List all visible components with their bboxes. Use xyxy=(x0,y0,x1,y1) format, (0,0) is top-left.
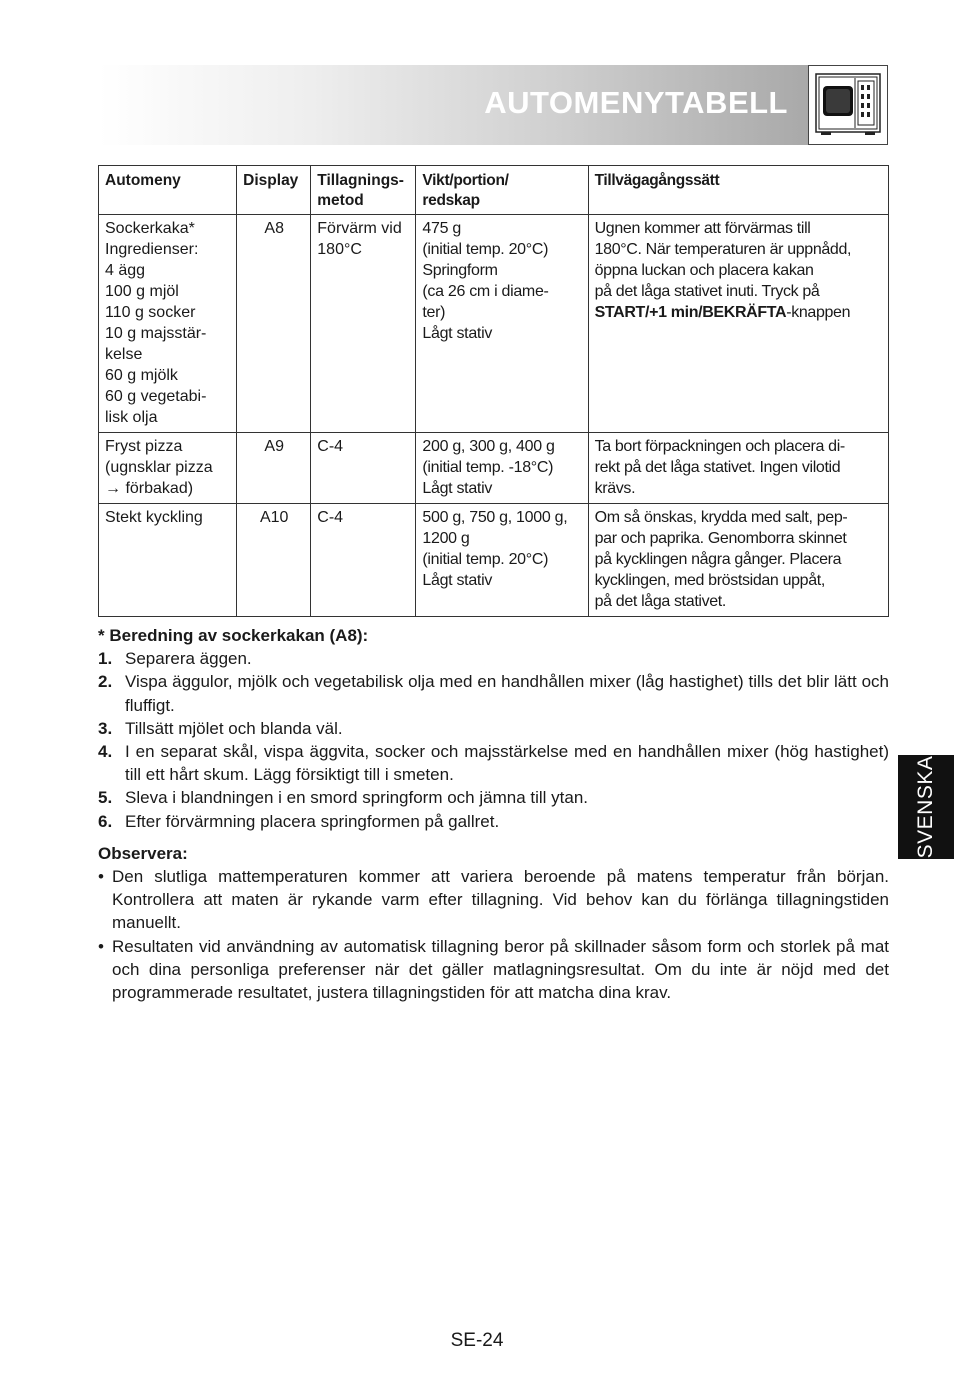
method-cell: Förvärm vid 180°C xyxy=(311,215,416,433)
bullet-icon: • xyxy=(98,867,104,887)
column-header-procedure: Tillvägagångssätt xyxy=(588,166,888,215)
language-tab: SVENSKA xyxy=(898,755,954,859)
list-item: 2. Vispa äggulor, mjölk och vegetabilisk olja med en handhållen mixer (låg hastighet) tills det blir lätt och fluffigt. xyxy=(98,672,889,715)
page-header xyxy=(98,65,888,145)
column-header-method: Tillagnings- metod xyxy=(311,166,416,215)
bullet-icon: • xyxy=(98,936,104,956)
table-row xyxy=(99,215,889,433)
notes-heading: Observera: xyxy=(98,843,188,863)
weight-cell: 475 g (initial temp. 20°C) Springform (ca 26 cm i diame- ter) Lågt stativ xyxy=(416,215,588,433)
list-item: 1. Separera äggen. xyxy=(98,649,252,669)
list-item: 3. Tillsätt mjölet och blanda väl. xyxy=(98,718,343,738)
list-item: • Den slutliga mattemperaturen kommer att variera beroende på matens temperatur från början. Kontrollera att maten är rykande varm efter tillagning. Vid behov kan du förlänga tillagningstiden manuellt. xyxy=(98,867,889,933)
list-item: • Resultaten vid användning av automatisk tillagning beror på skillnader såsom form och storlek på mat och dina personliga preferenser när det gäller matlagningsresultat. Om du inte är nöjd med det programmerade resultatet, justera tillagningstiden för att matcha dina krav. xyxy=(98,936,889,1003)
page-number: SE-24 xyxy=(450,1330,504,1351)
table-header-row xyxy=(99,166,889,215)
column-header-display: Display xyxy=(237,166,311,215)
weight-cell: 500 g, 750 g, 1000 g, 1200 g (initial temp. 20°C) Lågt stativ xyxy=(416,504,588,617)
weight-cell: 200 g, 300 g, 400 g (initial temp. -18°C) Lågt stativ xyxy=(416,433,588,504)
list-item: 6. Efter förvärmning placera springformen på gallret. xyxy=(98,811,500,831)
procedure-cell: Om så önskas, krydda med salt, pep- par och paprika. Genomborra skinnet på kycklingen några gånger. Placera kycklingen, med bröstsidan uppåt, på det låga stativet. xyxy=(588,504,888,617)
list-item: 5. Sleva i blandningen i en smord springform och jämna till ytan. xyxy=(98,788,589,808)
list-item: 4. I en separat skål, vispa äggvita, socker och majsstärkelse med en handhållen mixer (hög hastighet) till ett hårt skum. Lägg försiktigt till i smeten. xyxy=(98,742,889,785)
table-row xyxy=(99,433,889,504)
menu-cell: Sockerkaka* Ingredienser: 4 ägg 100 g mjöl 110 g socker 10 g majsstär- kelse 60 g mjölk 60 g vegetabi- lisk olja xyxy=(99,215,237,433)
menu-cell: Stekt kyckling xyxy=(99,504,237,617)
menu-cell: Fryst pizza (ugnsklar pizza → förbakad) xyxy=(99,433,237,504)
procedure-cell: Ta bort förpackningen och placera di- rekt på det låga stativet. Ingen vilotid krävs. xyxy=(588,433,888,504)
display-cell: A9 xyxy=(237,433,311,504)
display-cell: A8 xyxy=(237,215,311,433)
preparation-heading: * Beredning av sockerkakan (A8): xyxy=(98,626,369,645)
microwave-oven-icon xyxy=(808,65,888,145)
automenu-table xyxy=(98,165,889,617)
table-row xyxy=(99,504,889,617)
preparation-steps xyxy=(98,647,889,833)
start-button-label: START/+1 min/BEKRÄFTA xyxy=(594,304,787,321)
method-cell: C-4 xyxy=(311,433,416,504)
procedure-cell: Ugnen kommer att förvärmas till 180°C. När temperaturen är uppnådd, öppna luckan och placera kakan på det låga stativet inuti. Tryck på START/+1 min/BEKRÄFTA-knappen xyxy=(588,215,888,433)
method-cell: C-4 xyxy=(311,504,416,617)
column-header-weight: Vikt/portion/ redskap xyxy=(416,166,588,215)
page-title: AUTOMENYTABELL xyxy=(484,85,788,120)
notes-list xyxy=(98,865,889,1004)
display-cell: A10 xyxy=(237,504,311,617)
instructions-section xyxy=(98,624,889,1004)
column-header-automeny: Automeny xyxy=(99,166,237,215)
